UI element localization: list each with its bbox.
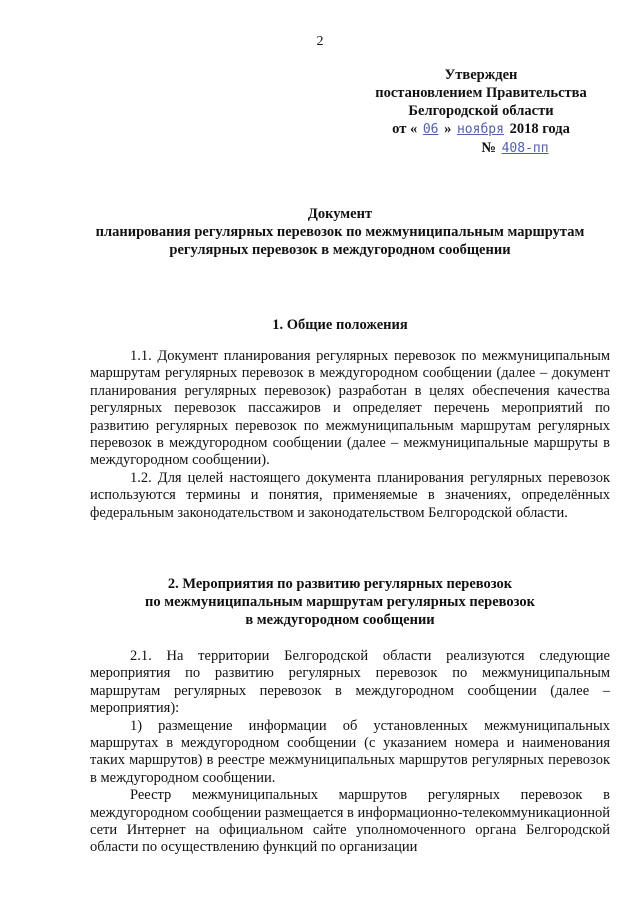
heading-line: по межмуниципальным маршрутам регулярных перевозок [144, 594, 535, 610]
handwritten-day: 06 [422, 122, 439, 137]
handwritten-number: 408-пп [501, 141, 549, 156]
date-prefix: от « [392, 121, 418, 137]
paragraph: 1) размещение информации об установленных межмуниципальных маршрутах в междугородном сообщении (с указанием номера и наименования таких маршрутов) в реестре межмуниципальных маршрутов регулярных перевозок в междугородном сообщении. [90, 717, 610, 786]
approval-stamp [366, 66, 596, 158]
number-prefix: № [481, 140, 496, 156]
approval-line: постановлением Правительства [375, 85, 587, 101]
section1-heading: 1. Общие положения [272, 317, 408, 333]
title-line: планирования регулярных перевозок по межмуниципальным маршрутам [95, 224, 585, 240]
paragraph: 2.1. На территории Белгородской области реализуются следующие мероприятия по развитию регулярных перевозок по межмуниципальным маршрутам регулярных перевозок в междугородном сообщении (далее – мероприятия): [90, 648, 610, 717]
section1-body [90, 348, 610, 522]
approval-date [366, 120, 596, 139]
title-line: регулярных перевозок в междугородном сообщении [169, 242, 511, 258]
paragraph: 1.2. Для целей настоящего документа планирования регулярных перевозок используются термины и понятия, применяемые в значениях, определённых федеральным законодательством и законодательством Белгородской области. [90, 469, 610, 521]
date-year: 2018 года [509, 121, 570, 137]
section2-body [90, 648, 610, 857]
approval-line: Утвержден [444, 67, 518, 83]
section2-heading [60, 575, 620, 629]
approval-number [366, 139, 596, 158]
approval-line: Белгородской области [408, 103, 554, 119]
heading-line: 2. Мероприятия по развитию регулярных перевозок [167, 576, 513, 592]
page-number: 2 [316, 34, 324, 49]
paragraph: 1.1. Документ планирования регулярных перевозок по межмуниципальным маршрутам регулярных перевозок в междугородном сообщении (далее – документ планирования регулярных перевозок) разработан в целях обеспечения качества регулярных перевозок пассажиров и определяет перечень мероприятий по развитию регулярных перевозок по межмуниципальным маршрутам регулярных перевозок в междугородном сообщении (далее – межмуниципальные маршруты в междугородном сообщении). [90, 348, 610, 469]
paragraph: Реестр межмуниципальных маршрутов регулярных перевозок в междугородном сообщении размещается в информационно-телекоммуникационной сети Интернет на официальном сайте уполномоченного органа Белгородской области по осуществлению функций по организации [90, 787, 610, 856]
handwritten-month: ноября [456, 122, 504, 137]
date-mid: » [444, 121, 452, 137]
heading-line: в междугородном сообщении [245, 612, 435, 628]
title-line: Документ [307, 206, 373, 222]
document-title [60, 205, 620, 259]
